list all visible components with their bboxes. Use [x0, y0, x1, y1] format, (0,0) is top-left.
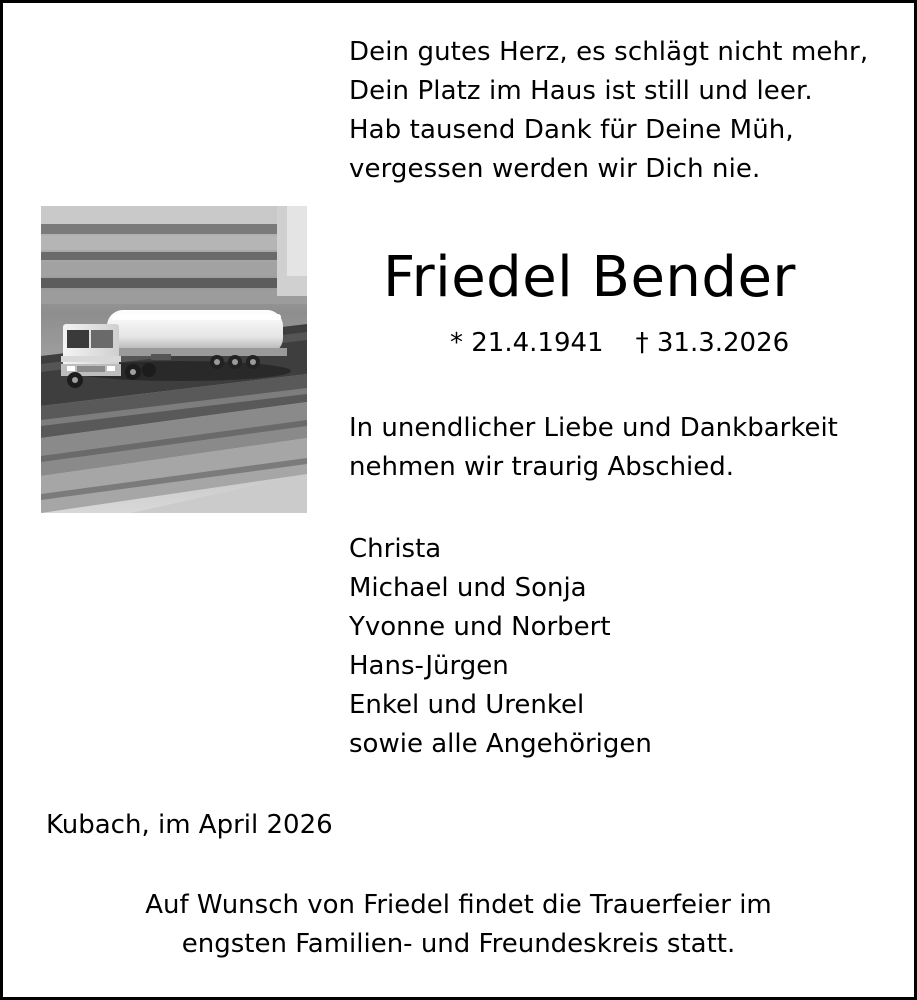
poem-line: Dein Platz im Haus ist still und leer.: [349, 76, 813, 106]
notice-line: Auf Wunsch von Friedel findet die Trauerfeier im: [145, 890, 772, 920]
poem-line: vergessen werden wir Dich nie.: [349, 154, 761, 184]
mourner-entry: Hans-Jürgen: [349, 651, 509, 681]
birth-date: * 21.4.1941: [450, 328, 604, 358]
deceased-name: Friedel Bender: [383, 245, 796, 310]
mourners-list: [349, 530, 652, 764]
memorial-photo: [41, 206, 307, 513]
notice-line: engsten Familien- und Freundeskreis statt.: [181, 929, 736, 959]
life-dates: [450, 323, 789, 363]
mourner-entry: sowie alle Angehörigen: [349, 729, 652, 759]
place-and-date: Kubach, im April 2026: [46, 810, 333, 840]
mourner-entry: Christa: [349, 534, 442, 564]
funeral-notice: [0, 886, 917, 964]
death-date: † 31.3.2026: [635, 328, 790, 358]
poem-line: Hab tausend Dank für Deine Müh,: [349, 115, 794, 145]
mourner-entry: Michael und Sonja: [349, 573, 587, 603]
poem: [349, 33, 889, 189]
farewell-line: nehmen wir traurig Abschied.: [349, 452, 735, 482]
mourner-entry: Enkel und Urenkel: [349, 690, 585, 720]
mourner-entry: Yvonne und Norbert: [349, 612, 611, 642]
farewell-line: In unendlicher Liebe und Dankbarkeit: [349, 413, 838, 443]
poem-line: Dein gutes Herz, es schlägt nicht mehr,: [349, 37, 869, 67]
farewell-text: [349, 409, 838, 487]
